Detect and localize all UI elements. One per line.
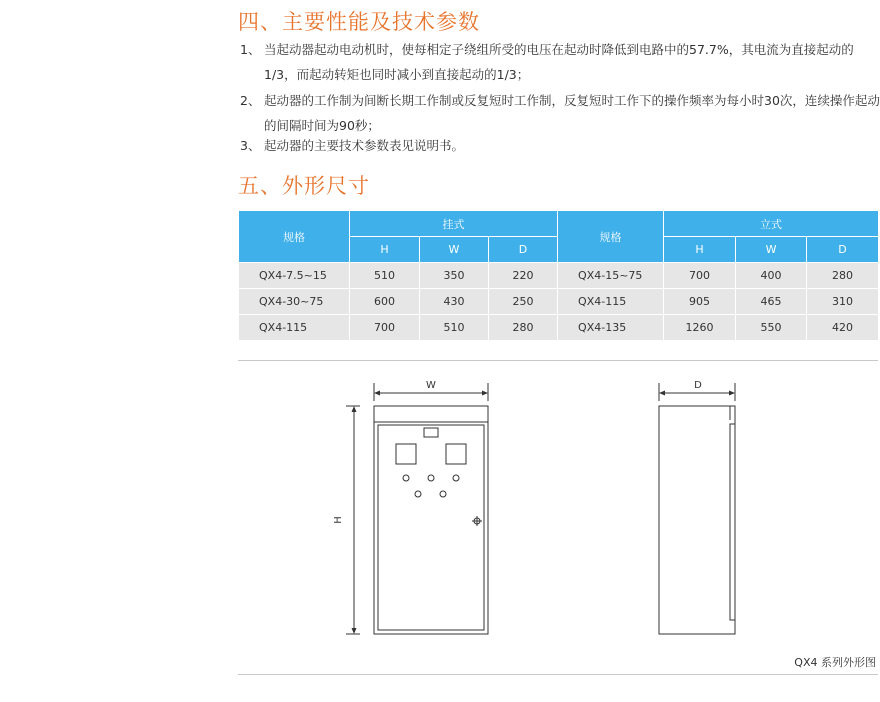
cell-h: 905 — [664, 289, 736, 315]
cell-h: 1260 — [664, 315, 736, 341]
arrow-head — [352, 628, 357, 634]
header-d: D — [807, 237, 879, 263]
header-wall-mounted: 挂式 — [350, 211, 558, 237]
item-text: 起动器的主要技术参数表见说明书。 — [264, 138, 465, 153]
indicator-light — [453, 475, 459, 481]
cell-d: 250 — [489, 289, 558, 315]
cell-w: 550 — [736, 315, 807, 341]
item-text: 当起动器起动电动机时，使每相定子绕组所受的电压在起动时降低到电路中的57.7%，其电流为直接起动的1/3，而起动转矩也同时减小到直接起动的1/3； — [264, 42, 854, 82]
cell-model: QX4-115 — [239, 315, 350, 341]
arrow-head — [482, 391, 488, 396]
arrow-head — [729, 391, 735, 396]
arrow-head — [374, 391, 380, 396]
cabinet-body — [374, 422, 488, 634]
cell-d: 310 — [807, 289, 879, 315]
figure-caption: QX4 系列外形图 — [794, 656, 876, 669]
indicator-light — [415, 491, 421, 497]
cell-h: 700 — [350, 315, 420, 341]
header-w: W — [736, 237, 807, 263]
cell-w: 465 — [736, 289, 807, 315]
header-floor-standing: 立式 — [664, 211, 879, 237]
item-number: 2、 — [240, 93, 261, 108]
cell-w: 510 — [420, 315, 489, 341]
header-d: D — [489, 237, 558, 263]
cell-d: 220 — [489, 263, 558, 289]
item-number: 3、 — [240, 138, 261, 153]
header-model-wall: 规格 — [239, 211, 350, 263]
cell-h: 700 — [664, 263, 736, 289]
nameplate — [424, 428, 438, 437]
cell-model: QX4-115 — [558, 289, 664, 315]
meter-left — [396, 444, 416, 464]
header-model-floor: 规格 — [558, 211, 664, 263]
cabinet-top-cap — [374, 406, 488, 422]
dim-label-w: W — [426, 380, 436, 391]
cell-w: 350 — [420, 263, 489, 289]
arrow-head — [659, 391, 665, 396]
header-h: H — [664, 237, 736, 263]
divider — [238, 674, 878, 675]
section4-title: 四、主要性能及技术参数 — [238, 10, 480, 34]
side-door-edge — [730, 424, 735, 620]
cell-model: QX4-30~75 — [239, 289, 350, 315]
cell-h: 600 — [350, 289, 420, 315]
meter-right — [446, 444, 466, 464]
cell-model: QX4-15~75 — [558, 263, 664, 289]
cell-w: 400 — [736, 263, 807, 289]
cell-w: 430 — [420, 289, 489, 315]
indicator-light — [428, 475, 434, 481]
cell-model: QX4-7.5~15 — [239, 263, 350, 289]
header-h: H — [350, 237, 420, 263]
dim-label-h: H — [333, 516, 344, 524]
cabinet-side — [659, 406, 735, 634]
cell-d: 280 — [807, 263, 879, 289]
header-w: W — [420, 237, 489, 263]
dim-label-d: D — [694, 380, 702, 391]
cell-d: 280 — [489, 315, 558, 341]
cell-d: 420 — [807, 315, 879, 341]
indicator-light — [403, 475, 409, 481]
indicator-light — [440, 491, 446, 497]
item-number: 1、 — [240, 42, 261, 57]
cabinet-door — [378, 425, 484, 630]
cell-model: QX4-135 — [558, 315, 664, 341]
section5-title: 五、外形尺寸 — [238, 174, 370, 198]
arrow-head — [352, 406, 357, 412]
cell-h: 510 — [350, 263, 420, 289]
item-text: 起动器的工作制为间断长期工作制或反复短时工作制，反复短时工作下的操作频率为每小时30次，连续操作起动的间隔时间为90秒； — [264, 93, 880, 133]
